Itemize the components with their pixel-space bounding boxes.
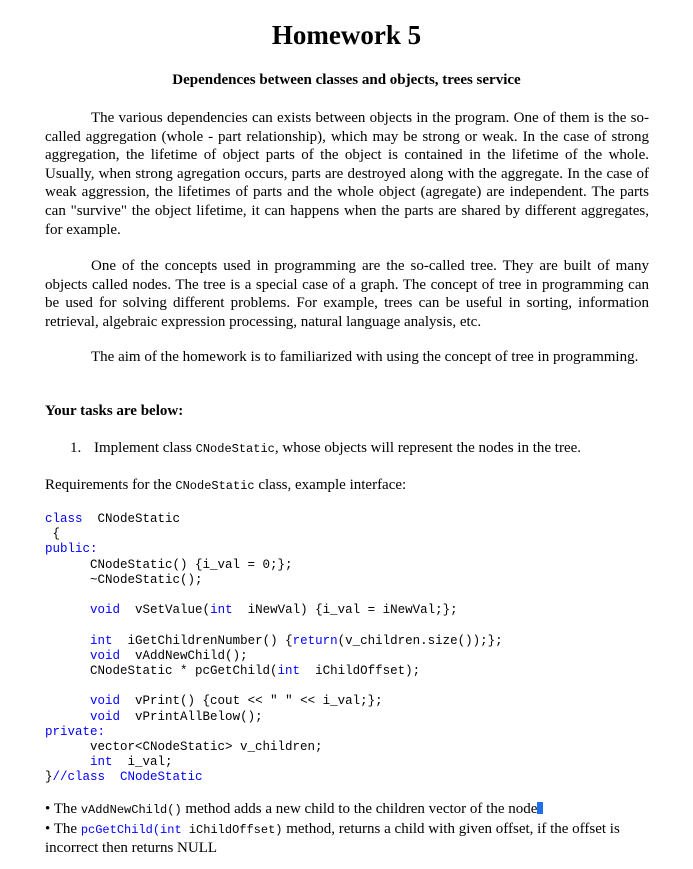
requirements-after: class, example interface: (254, 477, 407, 493)
text-cursor (537, 802, 543, 814)
tasks-heading: Your tasks are below: (45, 403, 184, 419)
task-text-before: Implement class (94, 440, 196, 456)
code-vector-member: vector<CNodeStatic> v_children; (90, 740, 323, 755)
code-get-child-param: iChildOffset); (315, 664, 421, 679)
document-subtitle: Dependences between classes and objects, trees service (172, 72, 521, 88)
code-kw-void: void (90, 603, 121, 618)
code-class-name: CNodeStatic (97, 512, 181, 526)
code-destructor: ~CNodeStatic(); (90, 572, 203, 587)
bullet-mark: • (45, 801, 51, 817)
paragraph-trees: One of the concepts used in programming are the so-called tree. They are built of many objects called nodes. The tree is a special case of a graph. The concept of tree in programming can be used for solving different problems. For example, trees can be useful in sorting, information retrieval, algebraic expression processing, natural language analysis, etc. (45, 258, 649, 330)
code-get-child-name: CNodeStatic * pcGetChild( (90, 664, 278, 679)
document-title: Homework 5 (271, 20, 422, 50)
task-class-name: CNodeStatic (195, 442, 275, 456)
code-int-member: i_val; (127, 755, 173, 770)
code-kw-void: void (90, 648, 121, 663)
task-text-after: , whose objects will represent the nodes in the tree. (274, 440, 582, 456)
bullet-text-after: method, returns a child with given offset, if the offset is incorrect then returns NULL (45, 820, 620, 857)
code-print: vPrint() {cout << " " << i_val;}; (135, 694, 383, 709)
code-add-child: vAddNewChild(); (135, 648, 248, 663)
bullet-method-name: vAddNewChild() (80, 803, 182, 817)
code-kw-int: int (277, 664, 301, 679)
code-set-value-name: vSetValue( (135, 603, 211, 618)
code-kw-int: int (210, 603, 233, 618)
code-kw-public: public: (45, 542, 98, 557)
requirements-line (45, 477, 406, 494)
bullet-method-param: iChildOffset) (181, 822, 283, 837)
code-kw-int: int (90, 755, 113, 770)
requirements-class-name: CNodeStatic (175, 479, 255, 493)
code-set-value-param: iNewVal) {i_val = iNewVal;}; (247, 603, 458, 618)
code-kw-private: private: (45, 724, 106, 739)
paragraph-aim: The aim of the homework is to familiarized with using the concept of tree in programming. (91, 349, 639, 365)
code-print-all: vPrintAllBelow(); (135, 709, 263, 724)
bullet-text-before: The (50, 801, 81, 817)
method-bullets (45, 800, 655, 858)
code-open-brace: { (52, 527, 61, 542)
bullet-get-child (45, 820, 655, 858)
code-get-children-name: iGetChildrenNumber() { (127, 633, 293, 648)
requirements-before: Requirements for the (45, 477, 176, 493)
code-constructor: CNodeStatic() {i_val = 0;}; (90, 557, 293, 572)
code-end-comment: //class CNodeStatic (52, 770, 203, 785)
code-kw-void: void (90, 694, 121, 709)
paragraph-aggregation: The various dependencies can exists between objects in the program. One of them is the so-called aggregation (whole - part relationship), which may be strong or weak. In the case of strong aggregation, the lifetime of object parts of the object is contained in the lifetime of the whole. Usually, when strong agregation occurs, parts are destroyed along with the aggregate. In the case of weak aggression, the lifetimes of parts and the whole object (agregate) are independent. The parts can "survive" the object lifetime, it can happens when the parts are shared by different aggregates, for example. (45, 110, 649, 238)
code-kw-void: void (90, 709, 121, 724)
code-kw-int: int (90, 633, 113, 648)
bullet-mark: • (45, 820, 51, 837)
task-number: 1. (70, 440, 82, 456)
code-kw-return: return (292, 633, 338, 648)
bullet-text-after: method adds a new child to the children vector of the node (181, 801, 538, 817)
code-get-children-rest: (v_children.size());}; (337, 633, 503, 648)
code-kw-class: class (45, 512, 83, 526)
code-close-brace: } (45, 770, 53, 785)
bullet-text-before: The (50, 820, 81, 837)
bullet-method-name: pcGetChild(int (80, 822, 182, 837)
code-listing (45, 512, 503, 786)
bullet-add-new-child (45, 800, 655, 820)
task-item-1 (70, 440, 581, 457)
